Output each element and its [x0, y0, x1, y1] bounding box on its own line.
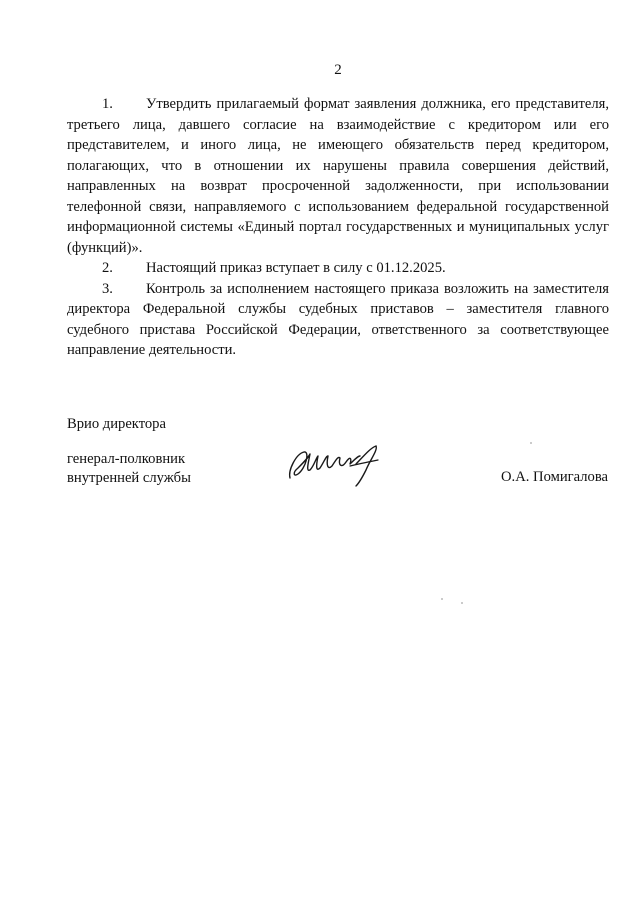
handwritten-signature: [284, 440, 384, 488]
paragraph-3: [67, 279, 609, 361]
paragraph-text: Контроль за исполнением настоящего приказа возложить на заместителя директора Федеральной службы судебных приставов – заместителя главного судебного пристава Российской Федерации, ответственного за соответствующее направление деятельности.: [67, 280, 609, 358]
paragraph-number: 1.: [102, 96, 113, 112]
page-number: 2: [334, 62, 342, 78]
scan-speck: [441, 598, 443, 600]
paragraph-number: 3.: [102, 280, 113, 297]
document-body: [67, 94, 609, 361]
paragraph-number: 2.: [102, 260, 113, 276]
paragraph-text: Настоящий приказ вступает в силу с 01.12.2025.: [146, 260, 446, 276]
paragraph-2: [67, 258, 609, 279]
signatory-rank: [67, 450, 191, 488]
scan-speck: [530, 442, 532, 444]
scan-speck: [461, 602, 463, 604]
signatory-name: О.А. Помигалова: [501, 469, 608, 485]
paragraph-1: [67, 94, 609, 258]
signatory-rank-line-2: внутренней службы: [67, 470, 191, 486]
signatory-rank-line-1: генерал-полковник: [67, 451, 186, 467]
signatory-title: Врио директора: [67, 416, 166, 432]
paragraph-text: Утвердить прилагаемый формат заявления должника, его представителя, третьего лица, давшего согласие на взаимодействие с кредитором или его представителем, и иного лица, не имеющего обязательств перед кредитором, полагающих, что в отношении их нарушены правила совершения действий, направленных на возврат просроченной задолженности, при использовании телефонной связи, направляемого с использованием федеральной государственной информационной системы «Единый портал государственных и муниципальных услуг (функций)».: [67, 96, 609, 256]
